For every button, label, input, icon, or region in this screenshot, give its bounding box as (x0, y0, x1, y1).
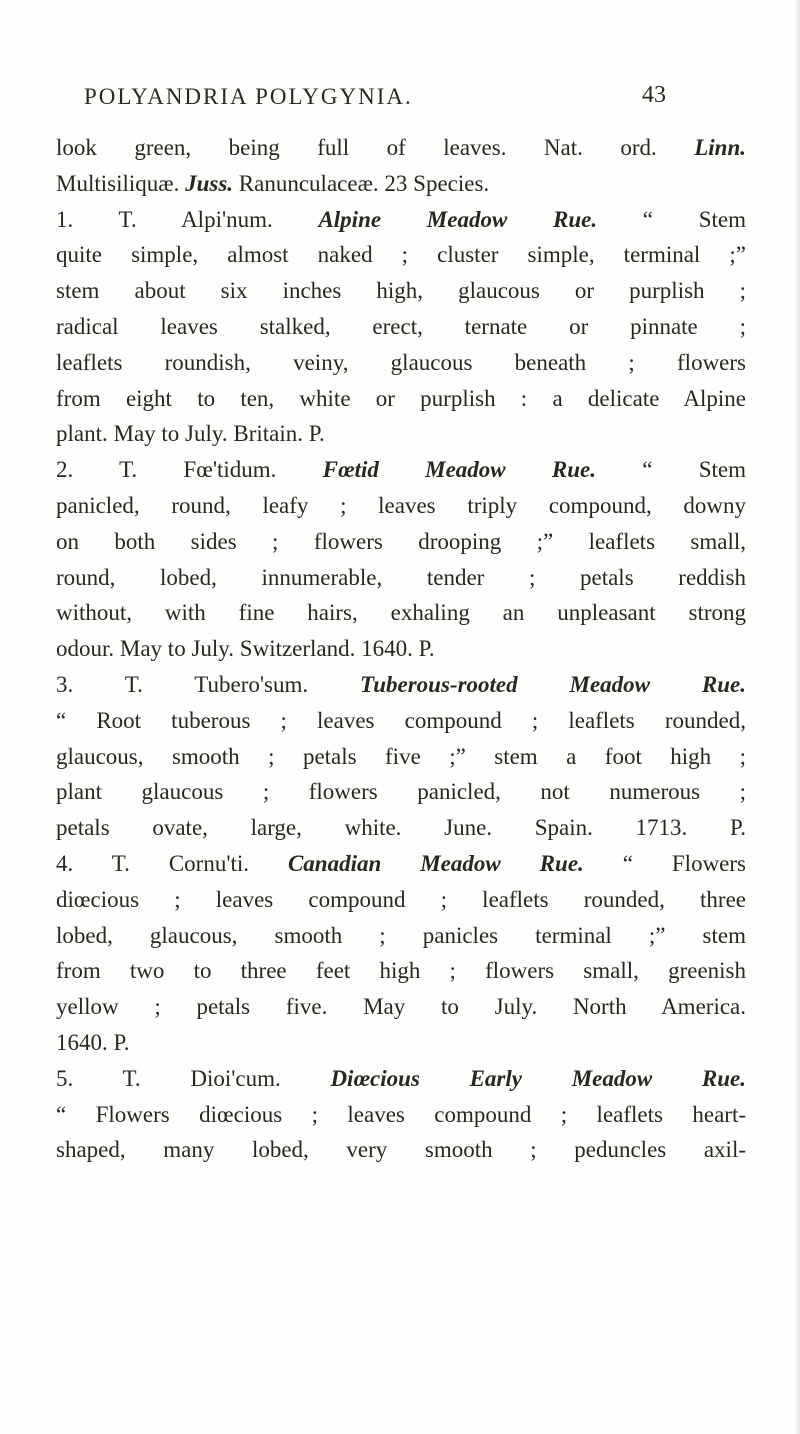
text-line: 2. T. Fœ'tidum. Fœtid Meadow Rue. “ Stem (56, 457, 746, 483)
page-edge (794, 0, 800, 1434)
text-line: 5. T. Dioi'cum. Diœcious Early Meadow Rue. (56, 1065, 746, 1091)
text-line: look green, being full of leaves. Nat. ord. Linn. (56, 135, 746, 160)
page-number: 43 (642, 82, 666, 108)
running-head-title: POLYANDRIA POLYGYNIA. (84, 84, 413, 109)
text-line: plant glaucous ; flowers panicled, not numerous ; (56, 779, 746, 805)
text-line: glaucous, smooth ; petals five ;” stem a foot high ; (56, 743, 746, 769)
text-line: lobed, glaucous, smooth ; panicles terminal ;” stem (56, 922, 746, 948)
running-head (56, 84, 746, 124)
text-line: “ Flowers diœcious ; leaves compound ; leaflets heart- (56, 1101, 746, 1127)
text-line: panicled, round, leafy ; leaves triply compound, downy (56, 492, 746, 518)
text-line: diœcious ; leaves compound ; leaflets rounded, three (56, 886, 746, 912)
text-line: from two to three feet high ; flowers small, greenish (56, 958, 746, 984)
text-line: on both sides ; flowers drooping ;” leaflets small, (56, 528, 746, 554)
text-line: Multisiliquæ. Juss. Ranunculaceæ. 23 Species. (56, 170, 490, 196)
text-line: petals ovate, large, white. June. Spain. 1713. P. (56, 815, 746, 841)
text-line: 4. T. Cornu'ti. Canadian Meadow Rue. “ Flowers (56, 850, 747, 876)
text-line: 3. T. Tubero'sum. Tuberous-rooted Meadow Rue. (56, 671, 746, 697)
text-line: radical leaves stalked, erect, ternate or pinnate ; (56, 313, 746, 339)
text-line: shaped, many lobed, very smooth ; peduncles axil- (56, 1137, 746, 1163)
text-line: stem about six inches high, glaucous or purplish ; (56, 278, 746, 304)
body-text (56, 130, 746, 1168)
text-line: “ Root tuberous ; leaves compound ; leaflets rounded, (56, 707, 746, 733)
text-line: yellow ; petals five. May to July. North America. (56, 994, 746, 1020)
text-line: from eight to ten, white or purplish : a delicate Alpine (56, 385, 746, 411)
text-line: leaflets roundish, veiny, glaucous beneath ; flowers (56, 349, 746, 375)
text-line: quite simple, almost naked ; cluster simple, terminal ;” (56, 242, 746, 268)
text-line: odour. May to July. Switzerland. 1640. P. (56, 636, 435, 662)
text-line: plant. May to July. Britain. P. (56, 421, 325, 447)
text-line: without, with fine hairs, exhaling an unpleasant strong (56, 600, 746, 626)
text-line: 1. T. Alpi'num. Alpine Meadow Rue. “ Stem (56, 206, 746, 232)
text-line: round, lobed, innumerable, tender ; petals reddish (56, 564, 746, 590)
text-line: 1640. P. (56, 1029, 130, 1055)
